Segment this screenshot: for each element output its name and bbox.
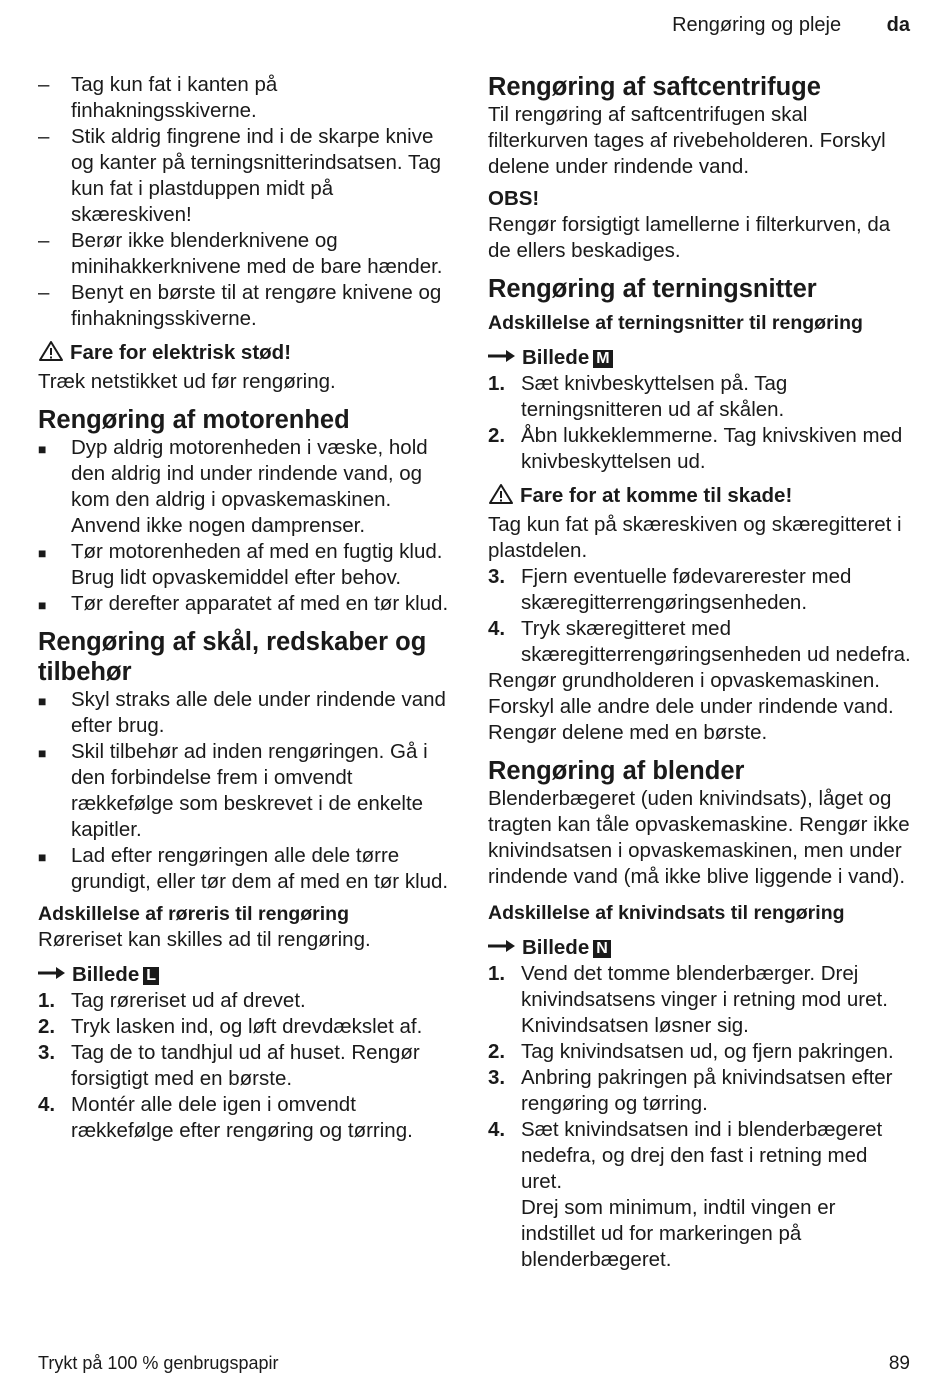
arrow-right-icon	[488, 344, 516, 370]
dash-marker: –	[38, 229, 50, 252]
section-title-bowl: Rengøring af skål, redskaber og tilbehør	[38, 628, 427, 686]
bullet-item: ■ Lad efter rengøringen alle dele tørre grundigt, eller tør dem af med en tør klud.	[38, 844, 449, 893]
stirrer-text: Røreriset kan skilles ad til rengøring.	[38, 928, 371, 951]
square-bullet-icon: ■	[38, 441, 47, 457]
injury-warning	[488, 483, 913, 512]
footer-recycled-note: Trykt på 100 % genbrugspapir	[38, 1353, 279, 1373]
numbered-step: 1. Vend det tomme blenderbærger. Drej knivindsatsens vinger i retning mod uret. Knivindsatsen løsner sig.	[488, 962, 888, 1037]
page-number: 89	[888, 1353, 910, 1374]
step-number: 2.	[488, 1040, 506, 1063]
figure-reference	[38, 961, 458, 988]
figure-letter-badge: L	[143, 967, 159, 985]
figure-reference	[488, 344, 913, 371]
bullet-item: ■ Tør motorenheden af med en fugtig klud. Brug lidt opvaskemiddel efter behov.	[38, 540, 443, 589]
figure-letter-badge: N	[593, 940, 611, 958]
step-number: 2.	[38, 1015, 56, 1038]
header-section-title: Rengøring og pleje	[672, 14, 842, 36]
numbered-step: 3. Anbring pakringen på knivindsatsen efter rengøring og tørring.	[488, 1066, 893, 1115]
step-continuation: Drej som minimum, indtil vingen er indstillet ud for markeringen på blenderbægeret.	[521, 1196, 836, 1271]
figure-reference-label: Billede	[522, 936, 590, 959]
section-title-dicer: Rengøring af terningsnitter	[488, 275, 817, 303]
step-number: 3.	[38, 1041, 56, 1064]
bullet-item: ■ Skyl straks alle dele under rindende vand efter brug.	[38, 688, 446, 737]
square-bullet-icon: ■	[38, 545, 47, 561]
obs-text: Rengør forsigtigt lamellerne i filterkurven, da de ellers beskadiges.	[488, 213, 891, 262]
numbered-step: 3. Tag de to tandhjul ud af huset. Rengør forsigtigt med en børste.	[38, 1041, 420, 1090]
numbered-step: 4. Sæt knivindsatsen ind i blenderbægeret nedefra, og drej den fast i retning med uret.	[488, 1118, 883, 1193]
subsection-title-stirrer: Adskillelse af røreris til rengøring	[38, 903, 350, 925]
numbered-step: 2. Tag knivindsatsen ud, og fjern pakringen.	[488, 1040, 894, 1063]
dash-item: – Tag kun fat i kanten på finhakningsskiverne.	[38, 73, 278, 122]
right-column	[488, 72, 913, 1273]
warning-title: Fare for at komme til skade!	[520, 484, 793, 507]
square-bullet-icon: ■	[38, 693, 47, 709]
step-number: 3.	[488, 565, 506, 588]
numbered-step: 1. Tag røreriset ud af drevet.	[38, 989, 306, 1012]
dash-item: – Stik aldrig fingrene ind i de skarpe knive og kanter på terningsnitterindsatsen. Tag kun fat i plastduppen midt på skæreskiven!	[38, 125, 442, 226]
numbered-step: 1. Sæt knivbeskyttelsen på. Tag terningsnitteren ud af skålen.	[488, 372, 788, 421]
dash-marker: –	[38, 125, 50, 148]
numbered-step: 2. Tryk lasken ind, og løft drevdækslet af.	[38, 1015, 423, 1038]
numbered-step: 2. Åbn lukkeklemmerne. Tag knivskiven med knivbeskyttelsen ud.	[488, 424, 903, 473]
subsection-title-dicer: Adskillelse af terningsnitter til rengøring	[488, 312, 863, 334]
figure-letter-badge: M	[593, 350, 612, 368]
dicer-end-text: Rengør grundholderen i opvaskemaskinen. Forskyl alle andre dele under rindende vand. Rengør delene med en børste.	[488, 669, 894, 744]
warning-title: Fare for elektrisk stød!	[70, 341, 292, 364]
step-number: 1.	[38, 989, 56, 1012]
dash-marker: –	[38, 281, 50, 304]
step-number: 4.	[488, 1118, 506, 1141]
figure-reference-label: Billede	[522, 346, 590, 369]
dash-marker: –	[38, 73, 50, 96]
step-number: 4.	[488, 617, 506, 640]
step-number: 4.	[38, 1093, 56, 1116]
dash-item: – Benyt en børste til at rengøre knivene og finhakningsskiverne.	[38, 281, 442, 330]
square-bullet-icon: ■	[38, 745, 47, 761]
juicer-text: Til rengøring af saftcentrifugen skal filterkurven tages af rivebeholderen. Forskyl delene under rindende vand.	[488, 103, 886, 178]
arrow-right-icon	[38, 961, 66, 987]
warning-text: Træk netstikket ud før rengøring.	[38, 370, 336, 393]
header-language-code: da	[886, 14, 910, 36]
page-header	[672, 14, 910, 37]
section-title-juicer: Rengøring af saftcentrifuge	[488, 73, 821, 101]
section-title-motor: Rengøring af motorenhed	[38, 406, 350, 434]
step-number: 2.	[488, 424, 506, 447]
arrow-right-icon	[488, 934, 516, 960]
electric-shock-warning	[38, 340, 458, 369]
step-number: 3.	[488, 1066, 506, 1089]
numbered-step: 3. Fjern eventuelle fødevarerester med skæregitterrengøringsenheden.	[488, 565, 852, 614]
bullet-item: ■ Dyp aldrig motorenheden i væske, hold den aldrig ind under rindende vand, og kom den aldrig i opvaskemaskinen. Anvend ikke nogen damprenser.	[38, 436, 428, 537]
figure-reference	[488, 934, 913, 961]
blender-text: Blenderbægeret (uden knivindsats), låget og tragten kan tåle opvaskemaskine. Rengør ikke knivindsatsen i opvaskemaskinen, men under rindende vand (må ikke blive liggende i vand).	[488, 787, 910, 888]
square-bullet-icon: ■	[38, 597, 47, 613]
obs-title: OBS!	[488, 187, 540, 210]
warning-triangle-icon	[38, 340, 64, 369]
figure-reference-label: Billede	[72, 963, 140, 986]
bullet-item: ■ Tør derefter apparatet af med en tør klud.	[38, 591, 458, 617]
bullet-item: ■ Skil tilbehør ad inden rengøringen. Gå i den forbindelse frem i omvendt rækkefølge som beskrevet i de enkelte kapitler.	[38, 740, 428, 841]
numbered-step: 4. Montér alle dele igen i omvendt rækkefølge efter rengøring og tørring.	[38, 1093, 413, 1142]
section-title-blender: Rengøring af blender	[488, 757, 745, 785]
step-number: 1.	[488, 962, 506, 985]
subsection-title-blender: Adskillelse af knivindsats til rengøring	[488, 902, 845, 924]
warning-triangle-icon	[488, 483, 514, 512]
left-column	[38, 72, 458, 1144]
warning-text: Tag kun fat på skæreskiven og skæregitteret i plastdelen.	[488, 513, 902, 562]
numbered-step: 4. Tryk skæregitteret med skæregitterrengøringsenheden ud nedefra.	[488, 617, 911, 666]
step-number: 1.	[488, 372, 506, 395]
dash-item: – Berør ikke blenderknivene og minihakkerknivene med de bare hænder.	[38, 229, 443, 278]
square-bullet-icon: ■	[38, 849, 47, 865]
